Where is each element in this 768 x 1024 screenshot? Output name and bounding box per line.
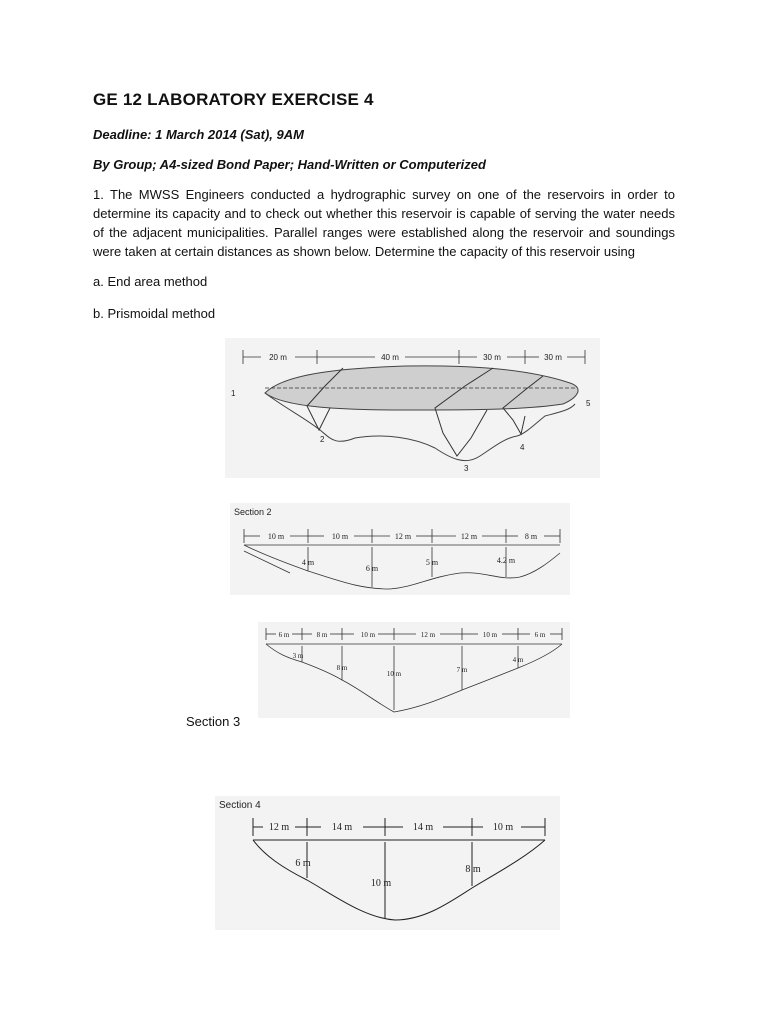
section-3-width-3: 10 m [360, 631, 376, 639]
section-3-width-2: 8 m [316, 631, 328, 639]
plan-spacing-2: 40 m [381, 353, 399, 362]
section-2-width-2: 10 m [331, 532, 349, 541]
reservoir-plan-figure [225, 338, 600, 478]
section-2-depth-1: 4 m [301, 558, 315, 567]
range-label-5: 5 [586, 399, 591, 408]
section-2-width-1: 10 m [267, 532, 285, 541]
section-2-width-3: 12 m [394, 532, 412, 541]
page-title: GE 12 LABORATORY EXERCISE 4 [93, 90, 374, 109]
deadline-line: Deadline: 1 March 2014 (Sat), 9AM [93, 127, 304, 142]
section-4-title: Section 4 [219, 800, 261, 811]
section-4-width-3: 14 m [412, 822, 434, 833]
section-3-caption: Section 3 [186, 714, 241, 729]
range-label-4: 4 [520, 443, 525, 452]
section-3-width-5: 10 m [482, 631, 498, 639]
item-a: a. End area method [93, 274, 208, 289]
section-4-depth-2: 10 m [370, 878, 392, 889]
section-2-width-4: 12 m [460, 532, 478, 541]
section-3-figure [258, 622, 570, 718]
section-4-width-2: 14 m [331, 822, 353, 833]
instructions-line: By Group; A4-sized Bond Paper; Hand-Written or Computerized [93, 157, 486, 172]
section-3-depth-3: 10 m [386, 670, 402, 678]
plan-spacing-1: 20 m [269, 353, 287, 362]
section-2-depth-4: 4.2 m [496, 556, 516, 565]
section-4-width-4: 10 m [492, 822, 514, 833]
section-2-title: Section 2 [234, 507, 272, 517]
section-4-depth-3: 8 m [465, 864, 481, 875]
problem-statement: 1. The MWSS Engineers conducted a hydrographic survey on one of the reservoirs in order to determine its capacity and to check out whether this reservoir is capable of serving the water needs of the adjacent municipalities. Parallel ranges were established along the reservoir and soundings were taken at certain distances as shown below. Determine the capacity of this reservoir using [93, 187, 675, 259]
section-3-depth-1: 3 m [292, 652, 304, 660]
section-2-figure [230, 503, 570, 595]
range-label-3: 3 [464, 464, 469, 473]
range-label-1: 1 [231, 389, 236, 398]
plan-spacing-3: 30 m [483, 353, 501, 362]
section-4-width-1: 12 m [268, 822, 290, 833]
section-2-depth-3: 5 m [425, 558, 439, 567]
section-3-depth-5: 4 m [512, 656, 524, 664]
section-3-depth-2: 8 m [336, 664, 348, 672]
section-3-depth-4: 7 m [456, 666, 468, 674]
section-4-depth-1: 6 m [295, 858, 311, 869]
section-2-depth-2: 6 m [365, 564, 379, 573]
plan-spacing-4: 30 m [544, 353, 562, 362]
item-b: b. Prismoidal method [93, 306, 216, 321]
range-label-2: 2 [320, 435, 325, 444]
section-3-width-1: 6 m [278, 631, 290, 639]
section-3-width-4: 12 m [420, 631, 436, 639]
section-4-figure [215, 796, 560, 930]
section-2-width-5: 8 m [524, 532, 538, 541]
section-3-width-6: 6 m [534, 631, 546, 639]
